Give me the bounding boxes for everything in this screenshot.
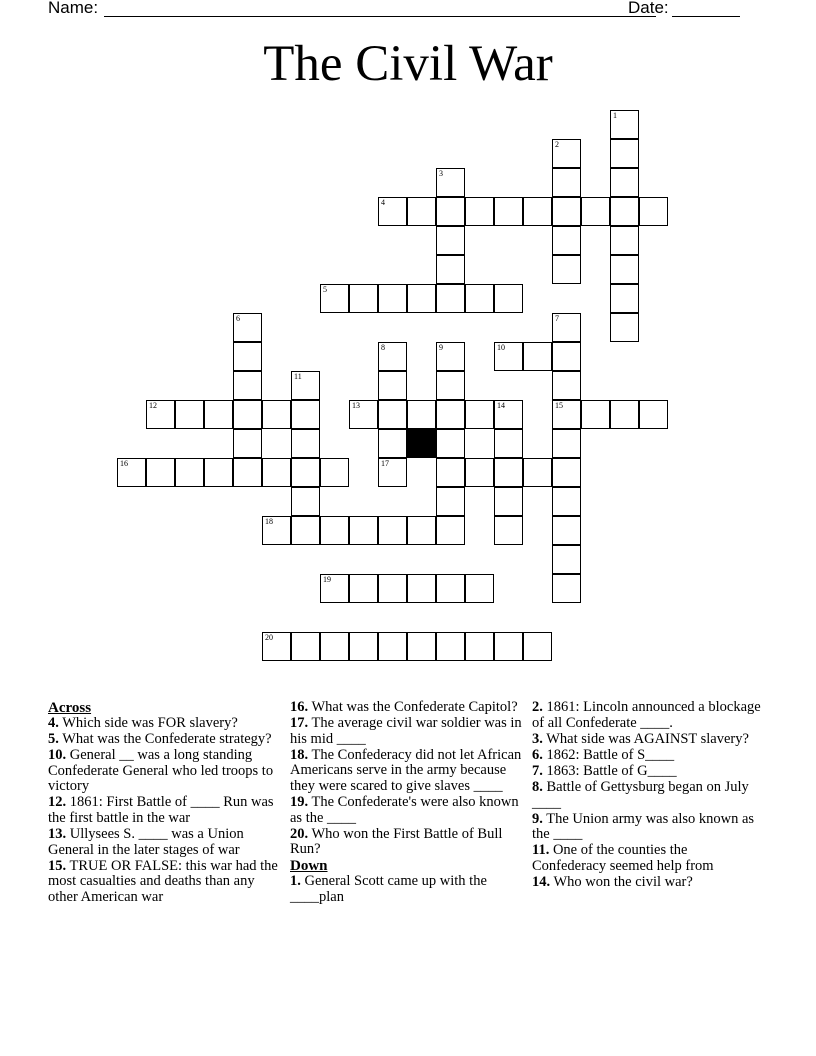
crossword-cell[interactable] xyxy=(610,313,639,342)
crossword-cell[interactable] xyxy=(581,400,610,429)
clue-number-label: 18. xyxy=(290,746,309,763)
crossword-cell[interactable] xyxy=(494,400,523,429)
crossword-cell[interactable] xyxy=(378,400,407,429)
crossword-cell[interactable] xyxy=(436,400,465,429)
clue-text: General Scott came up with the ____plan xyxy=(290,873,487,906)
clue-number-label: 2. xyxy=(532,699,543,715)
crossword-cell[interactable] xyxy=(436,342,465,371)
clue-item xyxy=(532,748,762,764)
crossword-cell[interactable] xyxy=(146,458,175,487)
crossword-cell[interactable] xyxy=(436,197,465,226)
down-heading: Down xyxy=(290,858,328,875)
crossword-cell[interactable] xyxy=(146,400,175,429)
clue-text: 1861: Lincoln announced a blockage of all Confederate ____. xyxy=(532,699,761,731)
clue-number: 6 xyxy=(236,314,240,323)
crossword-cell[interactable] xyxy=(552,574,581,603)
clue-item xyxy=(532,700,762,731)
crossword-cell[interactable] xyxy=(465,197,494,226)
clue-item xyxy=(48,827,284,858)
crossword-cell[interactable] xyxy=(552,342,581,371)
crossword-cell[interactable] xyxy=(494,342,523,371)
crossword-cell[interactable] xyxy=(349,632,378,661)
crossword-cell[interactable] xyxy=(436,487,465,516)
clue-item xyxy=(48,732,284,748)
clue-text: Ullysees S. ____ was a Union General in the later stages of war xyxy=(48,826,244,858)
clue-text: Which side was FOR slavery? xyxy=(62,715,238,731)
crossword-cell[interactable] xyxy=(552,313,581,342)
crossword-cell[interactable] xyxy=(552,429,581,458)
crossword-cell[interactable] xyxy=(407,632,436,661)
crossword-cell[interactable] xyxy=(233,429,262,458)
crossword-cell[interactable] xyxy=(175,400,204,429)
crossword-cell[interactable] xyxy=(233,371,262,400)
crossword-cell[interactable] xyxy=(320,516,349,545)
clue-text: 1863: Battle of G____ xyxy=(546,762,677,779)
crossword-cell[interactable] xyxy=(320,632,349,661)
crossword-cell[interactable] xyxy=(552,139,581,168)
clues-column-3 xyxy=(532,700,762,891)
clue-text: 1862: Battle of S____ xyxy=(546,746,675,763)
clue-text: The Confederate's were also known as the ____ xyxy=(290,794,519,826)
crossword-cell[interactable] xyxy=(204,458,233,487)
crossword-cell[interactable] xyxy=(494,429,523,458)
clue-text: The Union army was also known as the ____ xyxy=(532,810,755,843)
crossword-cell[interactable] xyxy=(610,284,639,313)
crossword-cell[interactable] xyxy=(378,632,407,661)
across-clue-list xyxy=(48,716,284,906)
clue-item xyxy=(290,716,526,747)
across-clue-list-continued xyxy=(290,700,526,858)
clue-number-label: 4. xyxy=(48,715,59,731)
crossword-cell[interactable] xyxy=(610,197,639,226)
clue-text: Who won the First Battle of Bull Run? xyxy=(290,825,503,858)
clue-number: 15 xyxy=(555,401,563,410)
crossword-cell[interactable] xyxy=(117,458,146,487)
crossword-cell[interactable] xyxy=(610,139,639,168)
crossword-cell[interactable] xyxy=(378,371,407,400)
crossword-cell[interactable] xyxy=(552,545,581,574)
crossword-cell[interactable] xyxy=(465,284,494,313)
crossword-cell[interactable] xyxy=(552,458,581,487)
clue-number: 1 xyxy=(613,111,617,120)
clue-text: One of the counties the Confederacy seemed help from xyxy=(532,842,714,874)
crossword-cell[interactable] xyxy=(436,516,465,545)
crossword-cell[interactable] xyxy=(552,400,581,429)
crossword-cell[interactable] xyxy=(378,197,407,226)
clue-item xyxy=(532,732,762,748)
crossword-cell[interactable] xyxy=(204,400,233,429)
crossword-cell[interactable] xyxy=(523,458,552,487)
clue-number: 19 xyxy=(323,575,331,584)
crossword-cell[interactable] xyxy=(407,284,436,313)
clue-text: What side was AGAINST slavery? xyxy=(546,730,749,747)
crossword-cell[interactable] xyxy=(610,255,639,284)
name-label: Name: xyxy=(48,0,99,17)
clue-text: TRUE OR FALSE: this war had the most casualties and deaths than any other American war xyxy=(48,857,278,906)
crossword-cell[interactable] xyxy=(378,342,407,371)
clue-number-label: 16. xyxy=(290,699,309,715)
crossword-cell[interactable] xyxy=(465,458,494,487)
puzzle-title: The Civil War xyxy=(263,36,553,92)
clue-text: The average civil war soldier was in his mid ____ xyxy=(290,715,522,747)
clue-number-label: 1. xyxy=(290,873,301,890)
crossword-cell[interactable] xyxy=(349,574,378,603)
name-blank-line[interactable] xyxy=(104,16,656,17)
crossword-cell[interactable] xyxy=(378,574,407,603)
crossword-cell[interactable] xyxy=(523,632,552,661)
crossword-cell[interactable] xyxy=(407,400,436,429)
clue-text: Who won the civil war? xyxy=(553,874,693,891)
crossword-cell[interactable] xyxy=(291,487,320,516)
clue-number: 9 xyxy=(439,343,443,352)
clue-number: 17 xyxy=(381,459,389,468)
crossword-cell[interactable] xyxy=(378,458,407,487)
clue-number-label: 17. xyxy=(290,715,309,732)
clue-number-label: 9. xyxy=(532,810,543,827)
clue-number: 10 xyxy=(497,343,505,352)
clue-item xyxy=(290,874,526,905)
crossword-cell[interactable] xyxy=(436,574,465,603)
crossword-cell[interactable] xyxy=(378,516,407,545)
crossword-block-cell xyxy=(407,429,436,458)
crossword-cell[interactable] xyxy=(552,371,581,400)
crossword-cell[interactable] xyxy=(436,632,465,661)
clue-item xyxy=(290,827,526,858)
clue-number-label: 12. xyxy=(48,794,67,811)
crossword-cell[interactable] xyxy=(262,400,291,429)
crossword-cell[interactable] xyxy=(610,226,639,255)
crossword-cell[interactable] xyxy=(320,574,349,603)
crossword-cell[interactable] xyxy=(494,284,523,313)
clue-item xyxy=(532,812,762,843)
crossword-cell[interactable] xyxy=(552,487,581,516)
clue-number-label: 8. xyxy=(532,778,543,795)
clue-item xyxy=(532,780,762,811)
crossword-cell[interactable] xyxy=(610,168,639,197)
crossword-cell[interactable] xyxy=(436,371,465,400)
crossword-cell[interactable] xyxy=(494,487,523,516)
crossword-cell[interactable] xyxy=(233,313,262,342)
clue-number: 12 xyxy=(149,401,157,410)
crossword-cell[interactable] xyxy=(349,400,378,429)
crossword-cell[interactable] xyxy=(436,255,465,284)
down-clue-list-continued xyxy=(532,700,762,891)
name-date-header xyxy=(48,0,768,20)
clue-number: 14 xyxy=(497,401,505,410)
crossword-cell[interactable] xyxy=(639,400,668,429)
clue-number: 2 xyxy=(555,140,559,149)
clue-text: What was the Confederate Capitol? xyxy=(311,699,518,715)
crossword-cell[interactable] xyxy=(552,226,581,255)
crossword-cell[interactable] xyxy=(494,458,523,487)
clue-item xyxy=(532,875,762,891)
crossword-cell[interactable] xyxy=(610,110,639,139)
clue-number: 11 xyxy=(294,372,302,381)
crossword-cell[interactable] xyxy=(291,516,320,545)
date-blank-line[interactable] xyxy=(672,16,740,17)
clue-text: General __ was a long standing Confederate General who led troops to victory xyxy=(48,747,274,795)
crossword-cell[interactable] xyxy=(523,197,552,226)
clues-column-2 xyxy=(290,700,526,906)
crossword-cell[interactable] xyxy=(291,371,320,400)
across-heading: Across xyxy=(48,700,92,716)
crossword-cell[interactable] xyxy=(233,400,262,429)
crossword-cell[interactable] xyxy=(523,342,552,371)
crossword-cell[interactable] xyxy=(291,632,320,661)
crossword-cell[interactable] xyxy=(465,400,494,429)
clue-number: 13 xyxy=(352,401,360,410)
clue-item xyxy=(532,843,762,874)
crossword-cell[interactable] xyxy=(436,429,465,458)
crossword-cell[interactable] xyxy=(436,284,465,313)
crossword-cell[interactable] xyxy=(349,284,378,313)
crossword-cell[interactable] xyxy=(349,516,378,545)
clue-number-label: 5. xyxy=(48,731,59,748)
clue-text: Battle of Gettysburg began on July ____ xyxy=(532,778,749,811)
crossword-cell[interactable] xyxy=(407,197,436,226)
crossword-cell[interactable] xyxy=(436,226,465,255)
crossword-cell[interactable] xyxy=(291,458,320,487)
crossword-cell[interactable] xyxy=(291,429,320,458)
crossword-cell[interactable] xyxy=(175,458,204,487)
clue-number-label: 19. xyxy=(290,794,309,811)
crossword-cell[interactable] xyxy=(552,255,581,284)
clue-text: 1861: First Battle of ____ Run was the first battle in the war xyxy=(48,794,274,827)
clue-item xyxy=(532,764,762,780)
clue-number: 3 xyxy=(439,169,443,178)
clue-item xyxy=(48,859,284,906)
clues-column-1 xyxy=(48,700,284,906)
crossword-cell[interactable] xyxy=(436,168,465,197)
clue-number: 5 xyxy=(323,285,327,294)
clue-number-label: 11. xyxy=(532,842,550,859)
crossword-cell[interactable] xyxy=(262,632,291,661)
crossword-cell[interactable] xyxy=(291,400,320,429)
clue-number: 18 xyxy=(265,517,273,526)
clue-item xyxy=(48,795,284,826)
crossword-cell[interactable] xyxy=(320,458,349,487)
clue-number-label: 3. xyxy=(532,730,543,747)
crossword-cell[interactable] xyxy=(552,168,581,197)
clue-number-label: 13. xyxy=(48,826,67,843)
clue-item xyxy=(48,716,284,732)
clue-number: 8 xyxy=(381,343,385,352)
crossword-cell[interactable] xyxy=(581,197,610,226)
crossword-cell[interactable] xyxy=(407,516,436,545)
date-label: Date: xyxy=(628,0,669,17)
crossword-cell[interactable] xyxy=(639,197,668,226)
crossword-cell[interactable] xyxy=(233,342,262,371)
crossword-cell[interactable] xyxy=(465,632,494,661)
crossword-cell[interactable] xyxy=(610,400,639,429)
clue-item xyxy=(290,748,526,795)
crossword-cell[interactable] xyxy=(494,197,523,226)
clue-number-label: 6. xyxy=(532,746,543,763)
clue-number-label: 7. xyxy=(532,762,543,779)
crossword-cell[interactable] xyxy=(494,516,523,545)
clue-number-label: 15. xyxy=(48,857,67,874)
crossword-cell[interactable] xyxy=(407,574,436,603)
crossword-cell[interactable] xyxy=(494,632,523,661)
clue-number: 7 xyxy=(555,314,559,323)
clue-number-label: 10. xyxy=(48,747,67,764)
crossword-cell[interactable] xyxy=(378,429,407,458)
clue-item xyxy=(48,748,284,795)
crossword-cell[interactable] xyxy=(552,516,581,545)
crossword-cell[interactable] xyxy=(436,458,465,487)
clue-number: 20 xyxy=(265,633,273,642)
down-clue-list xyxy=(290,874,526,905)
crossword-cell[interactable] xyxy=(378,284,407,313)
clue-item xyxy=(290,795,526,826)
crossword-cell[interactable] xyxy=(552,197,581,226)
clue-text: The Confederacy did not let African Americans serve in the army because they were scared to give slaves ____ xyxy=(290,746,522,794)
clue-number-label: 20. xyxy=(290,825,309,842)
clue-number-label: 14. xyxy=(532,874,551,891)
crossword-cell[interactable] xyxy=(233,458,262,487)
clue-number: 16 xyxy=(120,459,128,468)
clue-number: 4 xyxy=(381,198,385,207)
crossword-cell[interactable] xyxy=(320,284,349,313)
crossword-cell[interactable] xyxy=(262,458,291,487)
clue-item xyxy=(290,700,526,716)
crossword-cell[interactable] xyxy=(262,516,291,545)
crossword-cell[interactable] xyxy=(465,574,494,603)
clue-text: What was the Confederate strategy? xyxy=(62,731,272,748)
